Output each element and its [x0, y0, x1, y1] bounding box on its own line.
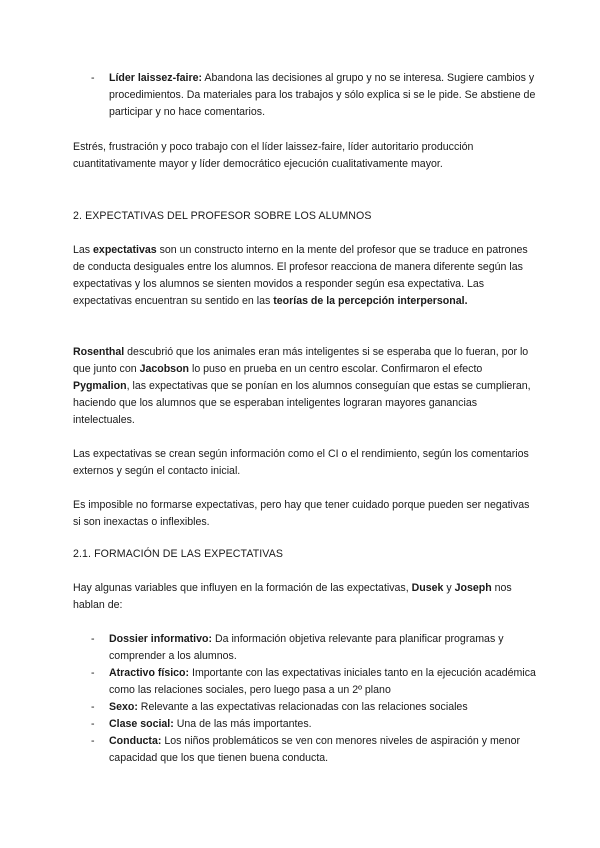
text-run: Las [73, 244, 94, 256]
list-item-desc: Importante con las expectativas iniciales tanto en la ejecución académica como las relaciones sociales, pero luego pasa a un 2º plano [109, 667, 536, 696]
section-heading-2-1: 2.1. FORMACIÓN DE LAS EXPECTATIVAS [73, 548, 284, 560]
paragraph-summary: Estrés, frustración y poco trabajo con el líder laissez-faire, líder autoritario producción cuantitativamente mayor y líder democrático ejecución cualitativamente mayor. [73, 141, 474, 170]
list-item-term: Líder laissez-faire: [109, 72, 203, 84]
list-item-text [109, 699, 539, 716]
bold-term: Jacobson [139, 363, 190, 375]
paragraph-rosenthal [73, 344, 533, 429]
text-run: lo puso en prueba en un centro escolar. Confirmaron el efecto [189, 363, 483, 375]
list-item-desc: Abandona las decisiones al grupo y no se interesa. Sugiere cambios y procedimientos. Da materiales para los trabajos y sólo explica si se le pide. Se abstiene de participar y no hace comentarios. [109, 72, 536, 118]
text-run: , las expectativas que se ponían en los alumnos conseguían que estas se cumplieran, haciendo que los alumnos que se esperaban inteligentes lograran mayores ganancias intelectuales. [73, 380, 531, 426]
section-heading-2: 2. EXPECTATIVAS DEL PROFESOR SOBRE LOS ALUMNOS [73, 210, 372, 222]
list-item-desc: Da información objetiva relevante para planificar programas y comprender a los alumnos. [109, 633, 504, 662]
list-dash: - [91, 633, 95, 645]
list-item-term: Conducta: [109, 735, 162, 747]
paragraph-expectativas [73, 242, 533, 310]
list-item-text [109, 631, 539, 665]
list-item-desc: Relevante a las expectativas relacionadas con las relaciones sociales [137, 701, 468, 713]
text-run: Hay algunas variables que influyen en la formación de las expectativas, [73, 582, 412, 594]
text-run: y [443, 582, 455, 594]
list-item-text [109, 665, 539, 699]
bold-term: teorías de la percepción interpersonal. [273, 295, 468, 307]
list-item-text [109, 70, 539, 121]
bold-term: expectativas [93, 244, 157, 256]
list-item-text [109, 716, 539, 733]
list-item-term: Clase social: [109, 718, 174, 730]
paragraph-variables [73, 580, 533, 614]
text-run: descubrió que los animales eran más inteligentes si se esperaba que lo fueran, por lo que junto con [73, 346, 529, 375]
list-dash: - [91, 718, 95, 730]
list-item-desc: Los niños problemáticos se ven con menores niveles de aspiración y menor capacidad que los que tienen buena conducta. [109, 735, 520, 764]
list-item-term: Dossier informativo: [109, 633, 213, 645]
bold-term: Pygmalion [73, 380, 127, 392]
bold-term: Joseph [454, 582, 492, 594]
bold-term: Rosenthal [73, 346, 125, 358]
list-item-term: Atractivo físico: [109, 667, 190, 679]
list-dash: - [91, 735, 95, 747]
paragraph-imposible: Es imposible no formarse expectativas, pero hay que tener cuidado porque pueden ser negativas si son inexactas o inflexibles. [73, 499, 530, 528]
text-run: son un constructo interno en la mente del profesor que se traduce en patrones de conducta desiguales entre los alumnos. El profesor reacciona de manera diferente según las expectativas y los alumnos se sienten movidos a responder según esa expectativa. Las expectativas encuentran su sentido en las [73, 244, 528, 307]
list-dash: - [91, 72, 95, 84]
list-dash: - [91, 667, 95, 679]
list-item-text [109, 733, 539, 767]
list-dash: - [91, 701, 95, 713]
text-run: nos hablan de: [73, 582, 512, 611]
paragraph-creacion: Las expectativas se crean según información como el CI o el rendimiento, según los comentarios externos y según el contacto inicial. [73, 448, 529, 477]
list-item-term: Sexo: [109, 701, 138, 713]
bold-term: Dusek [411, 582, 444, 594]
list-item-desc: Una de las más importantes. [173, 718, 312, 730]
